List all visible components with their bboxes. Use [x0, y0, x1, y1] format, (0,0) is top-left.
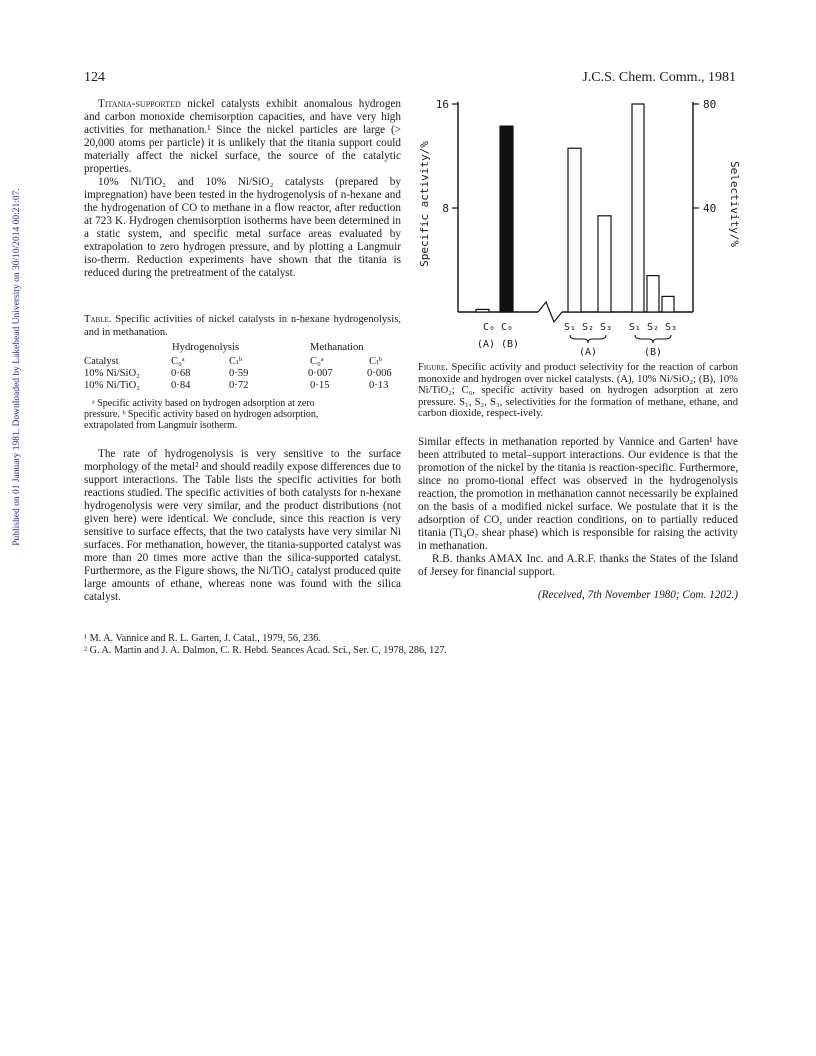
left-axis-label: Specific activity/%: [418, 141, 431, 267]
activity-selectivity-chart: [418, 92, 748, 362]
paragraph-results: The rate of hydrogenolysis is very sensitive to the surface morphology of the metal² and should readily expose differences due to support interactions. The Table lists the specific activities for both reactions studied. The specific activities of both catalysts for n-hexane hydrogenolysis were very similar, and the product distributions (not given here) were identical. We conclude, since this reaction is very sensitive to surface effects, that the two catalysts have very similar Ni surfaces. For methanation, however, the titania-supported catalyst was more than 20 times more active than the silica-supported catalyst. Furthermore, as the Figure shows, the Ni/TiO₂ catalyst produced quite large amounts of ethane, whereas none was found with the silica catalyst.: [84, 448, 401, 603]
group-sub-sb: (B): [643, 347, 663, 358]
table-cell: 0·007: [308, 368, 333, 379]
figure-caption-text: Specific activity and product selectivity for the reaction of carbon monoxide and hydrogen over nickel catalysts. (A), 10% Ni/SiO₂; (B), 10% Ni/TiO₂; C₀, specific activity based on hydrogen adsorption at zero pressure. S₁, S₂, S₃, selectivities for the formation of methane, ethane, and carbon dioxide, respect-ively.: [418, 362, 738, 419]
bar-s1-b: [632, 104, 644, 312]
right-axis-label: Selectivity/%: [728, 160, 741, 248]
left-tick-label: 16: [435, 98, 449, 111]
page-number: 124: [84, 70, 105, 85]
table-label: Table.: [84, 314, 112, 325]
footnote-2: ² G. A. Martin and J. A. Dalmon, C. R. Hebd. Seances Acad. Sci., Ser. C, 1978, 286, 127.: [84, 645, 447, 656]
bar-c0-b: [500, 126, 513, 312]
received-date: (Received, 7th November 1980; Com. 1202.): [537, 589, 738, 601]
table-cell: 0·006: [367, 368, 392, 379]
paragraph-conclusion: Similar effects in methanation reported by Vannice and Garten¹ have been attributed to metal–support interactions. Our evidence is that the promotion of the nickel by the titania is reaction-specific. Furthermore, since no promo-tional effect was observed in the hydrogenolysis reaction, the promotion in methanation cannot necessarily be explained on the basis of a modified nickel surface. We postulate that it is the adsorption of CO, under reaction conditions, on to partially reduced titania (Ti₄O₇ shear phase) which is responsible for raising the activity in methanation.: [418, 436, 738, 552]
bar-s3-b: [662, 296, 674, 312]
left-tick-label: 8: [442, 202, 449, 215]
right-tick-label: 80: [703, 98, 717, 111]
col-hydro-cl: Cₗᵇ: [229, 356, 242, 367]
paragraph-intro-text: nickel catalysts exhibit anomalous hydrogen and carbon monoxide chemisorption capacities, and have very high activities for methanation.¹ Since the nickel particles are large (> 20,000 atoms per particle) it is unlikely that the titania support could materially affect the nickel surface, the source of the catalytic properties.: [84, 98, 401, 175]
lead-words: Titania-supported: [98, 98, 181, 110]
table-cell: 0·13: [369, 380, 389, 391]
bar-s1-a: [568, 148, 581, 312]
bar-s3-a: [598, 216, 611, 312]
table-cell: 0·68: [171, 368, 191, 379]
figure-label: Figure.: [418, 362, 448, 373]
footnote-1: ¹ M. A. Vannice and R. L. Garten, J. Catal., 1979, 56, 236.: [84, 633, 321, 644]
activity-table: [84, 314, 401, 431]
table-note: pressure. ᵇ Specific activity based on hydrogen adsorption,: [84, 409, 319, 420]
col-meth-c0: C₀ᵃ: [310, 356, 324, 367]
table-row-name: 10% Ni/TiO₂: [84, 380, 140, 391]
table-caption: [84, 314, 401, 339]
paragraph-intro: [84, 98, 401, 176]
table-row-name: 10% Ni/SiO₂: [84, 368, 140, 379]
group-sub-c0: (A) (B): [476, 339, 520, 350]
table-note: extrapolated from Langmuir isotherm.: [84, 420, 238, 431]
journal-header: J.C.S. Chem. Comm., 1981: [582, 70, 736, 85]
col-hydro-c0: C₀ᵃ: [171, 356, 185, 367]
right-column: [418, 436, 738, 602]
brace-a: [570, 335, 606, 343]
group-sub-sa-visible: (A): [578, 347, 598, 358]
figure-caption: [418, 362, 738, 420]
left-column-intro: [84, 98, 401, 280]
col-catalyst: Catalyst: [84, 356, 119, 367]
table-cell: 0·15: [310, 380, 330, 391]
group-methanation: Methanation: [310, 342, 364, 353]
col-meth-cl: Cₗᵇ: [369, 356, 382, 367]
group-hydrogenolysis: Hydrogenolysis: [172, 342, 240, 353]
table-caption-text: Specific activities of nickel catalysts in n-hexane hydrogenolysis, and in methanation.: [84, 314, 401, 338]
left-column-discussion: [84, 448, 401, 604]
paragraph-methods: 10% Ni/TiO₂ and 10% Ni/SiO₂ catalysts (prepared by impregnation) have been tested in the hydrogenolysis of n-hexane and the hydrogenation of CO to methane in a flow reactor, after reduction at 723 K. Hydrogen chemisorption isotherms have been determined in a static system, and specific metal surface areas evaluated by extrapolation to zero hydrogen pressure, and by plotting a Langmuir iso-therm. Reduction experiments have shown that the titania is reduced during the pretreatment of the catalyst.: [84, 176, 401, 279]
table-cell: 0·59: [229, 368, 249, 379]
group-label-sa: S₁ S₂ S₃: [563, 322, 613, 333]
paragraph-acknowledgement: R.B. thanks AMAX Inc. and A.R.F. thanks the States of the Island of Jersey for financial support.: [418, 553, 738, 578]
axis-break: [538, 302, 562, 322]
group-label-c0: C₀ C₀: [482, 322, 514, 333]
table-note: ᵃ Specific activity based on hydrogen adsorption at zero: [92, 398, 315, 409]
right-tick-label: 40: [703, 202, 717, 215]
table-cell: 0·84: [171, 380, 191, 391]
table-cell: 0·72: [229, 380, 249, 391]
bar-s2-b: [647, 276, 659, 312]
download-watermark: Published on 01 January 1981. Downloaded by Lakehead University on 30/10/2014 00:21:07.: [12, 188, 22, 546]
group-label-sb: S₁ S₂ S₃: [628, 322, 678, 333]
brace-b: [635, 335, 671, 343]
bar-c0-a: [476, 309, 489, 312]
